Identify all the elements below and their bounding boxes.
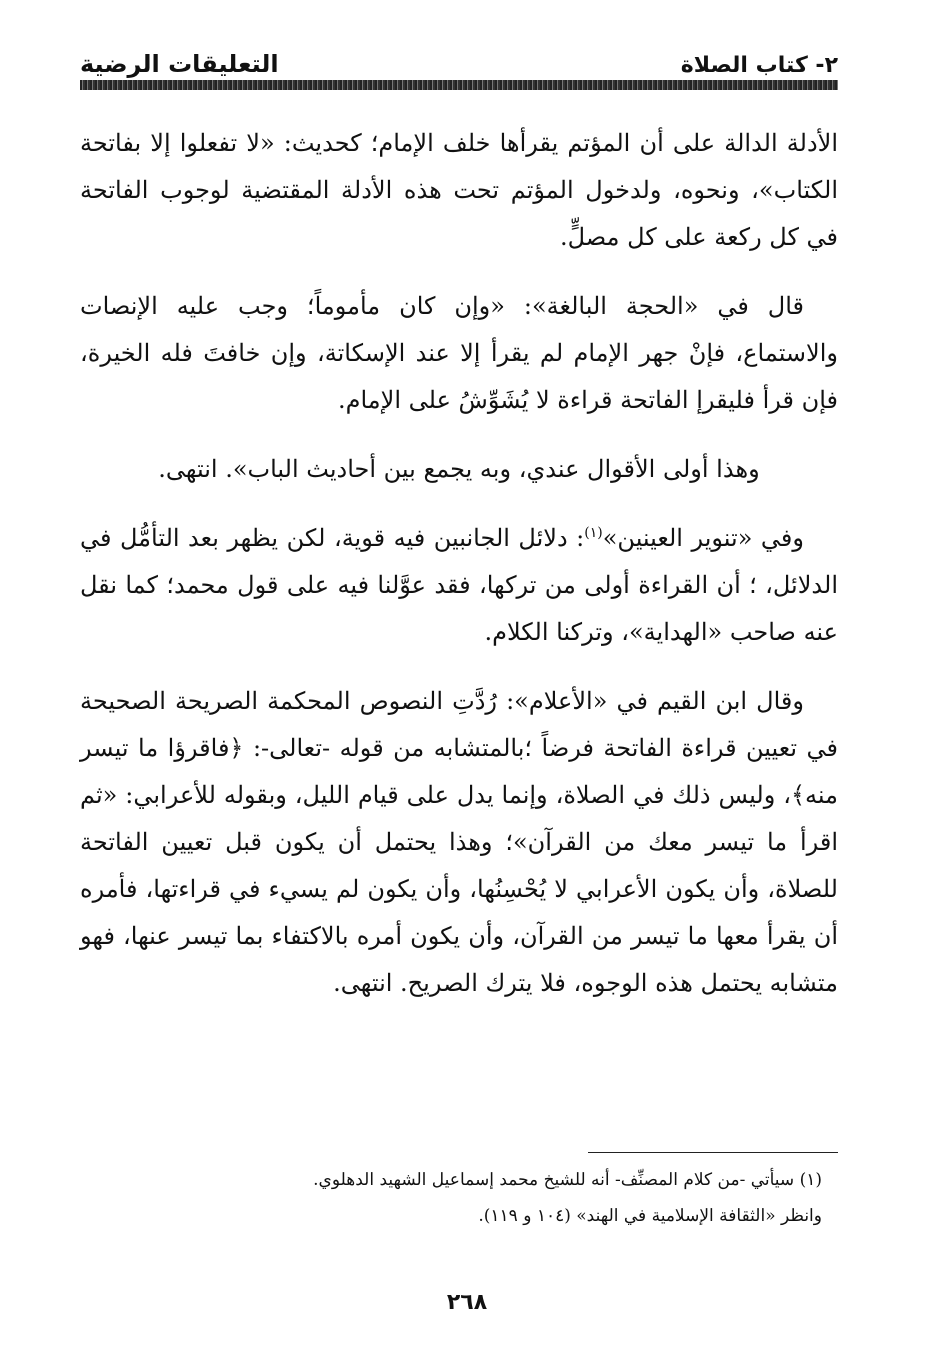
footnote-reference: (١) (584, 525, 603, 541)
chapter-title: ٢- كتاب الصلاة (680, 53, 838, 78)
header-rule (80, 80, 838, 90)
footnotes (80, 1162, 822, 1234)
body-text (80, 120, 838, 1029)
paragraph-4-rest: : دلائل الجانبين فيه قوية، لكن يظهر بعد التأمُّل في الدلائل، ؛ أن القراءة أولى من تركها، فقد عوَّلنا فيه على قول محمد؛ كما نقل عنه صاحب «الهداية»، وتركنا الكلام. (80, 524, 838, 646)
paragraph-2: قال في «الحجة البالغة»: «وإن كان مأموماً؛ وجب عليه الإنصات والاستماع، فإنْ جهر الإمام لم يقرأ إلا عند الإسكاتة، وإن خافتَ فله الخيرة، فإن قرأ فليقرإ الفاتحة قراءة لا يُشَوِّشُ على الإمام. (80, 292, 838, 414)
paragraph-4 (80, 515, 838, 656)
running-header (80, 44, 838, 78)
footnote-separator (588, 1152, 838, 1153)
paragraph-4-start: وفي «تنوير العينين» (602, 524, 804, 552)
book-title: التعليقات الرضية (80, 50, 279, 78)
paragraph-5: وقال ابن القيم في «الأعلام»: رُدَّتِ النصوص المحكمة الصريحة الصحيحة في تعيين قراءة الفاتحة فرضاً ؛بالمتشابه من قوله -تعالى-: ﴿فاقرؤا ما تيسر منه﴾، وليس ذلك في الصلاة، وإنما يدل على قيام الليل، وبقوله للأعرابي: «ثم اقرأ ما تيسر معك من القرآن»؛ وهذا يحتمل أن يكون قبل تعيين الفاتحة للصلاة، وأن يكون الأعرابي لا يُحْسِنُها، وأن يكون لم يسيء في قراءتها، فأمره أن يقرأ معها ما تيسر من القرآن، وأن يكون أمره بالاكتفاء بما تيسر عنها، فهو متشابه يحتمل هذه الوجوه، فلا يترك الصريح. انتهى. (80, 687, 838, 997)
footnote-1: (١) سيأتي -من كلام المصنِّف- أنه للشيخ محمد إسماعيل الشهيد الدهلوي. (313, 1170, 822, 1190)
footnote-2: وانظر «الثقافة الإسلامية في الهند» (١٠٤ و ١١٩). (478, 1206, 822, 1226)
paragraph-3: وهذا أولى الأقوال عندي، وبه يجمع بين أحاديث الباب». انتهى. (158, 455, 760, 483)
page-number: ٢٦٨ (446, 1290, 488, 1315)
paragraph-1: الأدلة الدالة على أن المؤتم يقرأها خلف الإمام؛ كحديث: «لا تفعلوا إلا بفاتحة الكتاب»، ونحوه، ولدخول المؤتم تحت هذه الأدلة المقتضية لوجوب الفاتحة في كل ركعة على كل مصلٍّ. (80, 129, 838, 251)
